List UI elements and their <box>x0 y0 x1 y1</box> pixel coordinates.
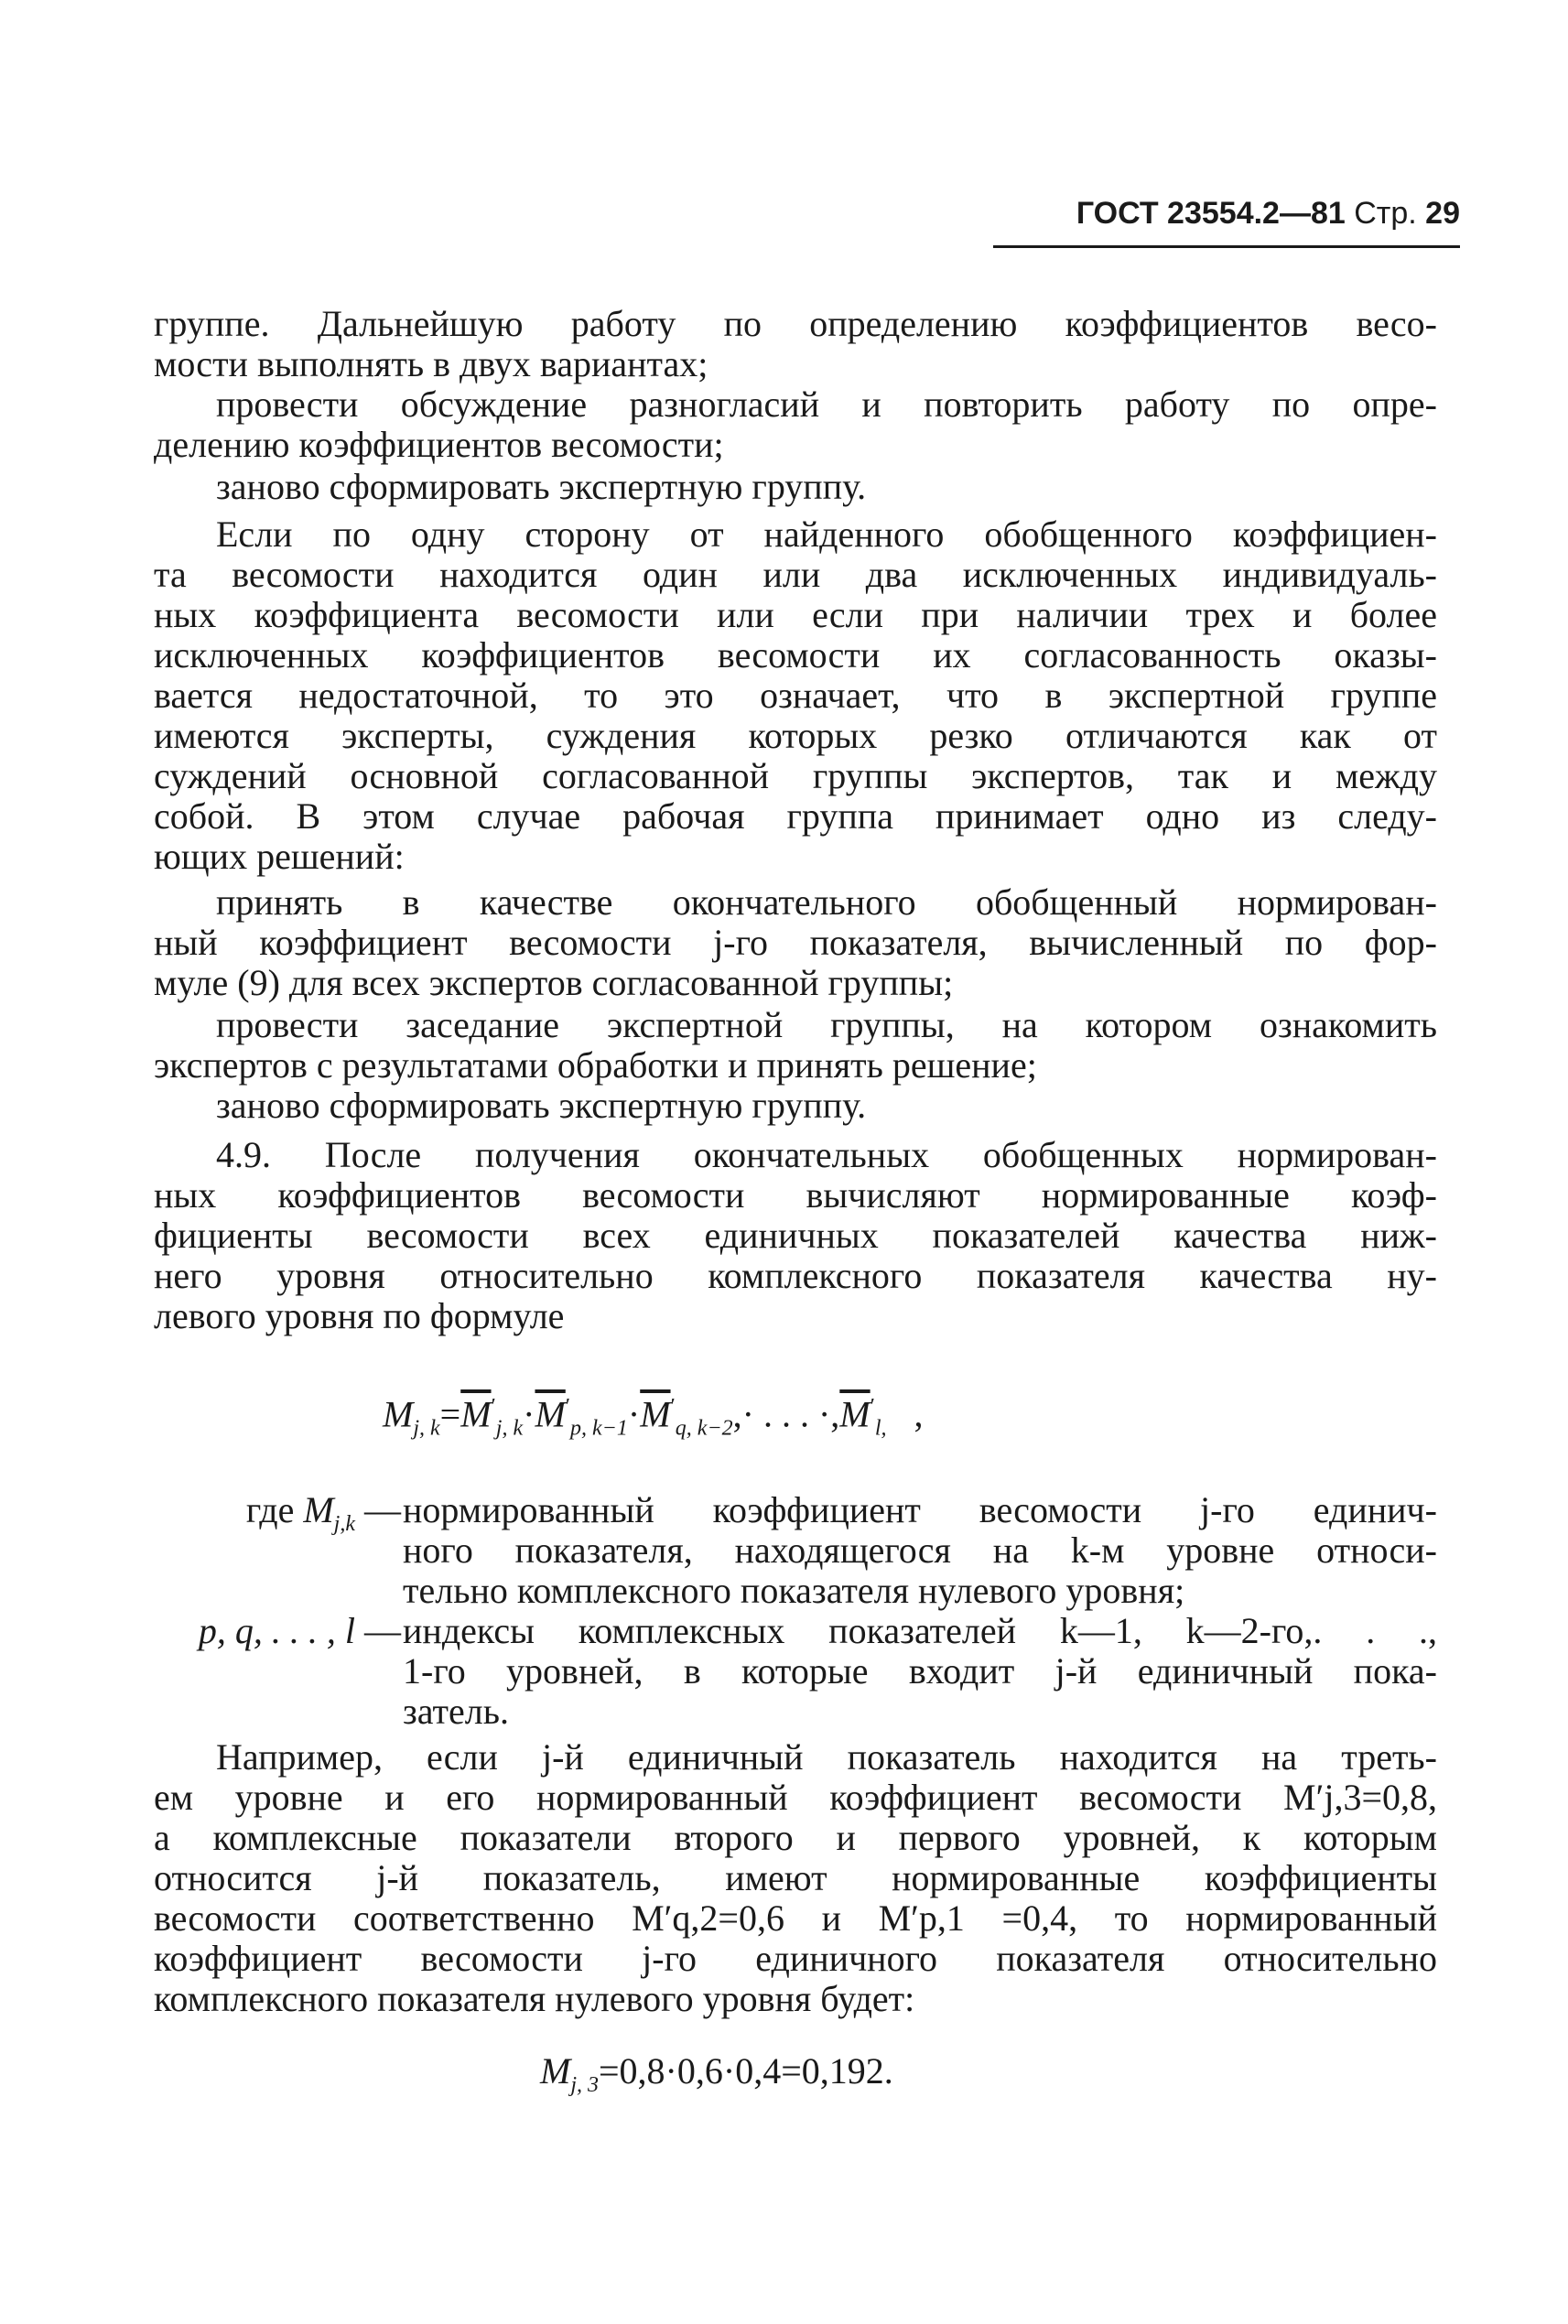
text-line: а комплексные показатели второго и первого уровней, к которым <box>154 1817 1437 1858</box>
text-line: заново сформировать экспертную группу. <box>216 466 867 507</box>
definition-prefix: где <box>245 1489 304 1530</box>
text-line: муле (9) для всех экспертов согласованной группы; <box>154 962 954 1003</box>
formula-term-1: $\overline{M}$ <box>460 1393 492 1435</box>
definition-dash: — <box>355 1610 401 1651</box>
formula-term-4-prime: ′ <box>870 1395 875 1419</box>
text-line: группе. Дальнейшую работу по определению коэффициентов весо- <box>154 303 1437 344</box>
text-line: провести обсуждение разногласий и повторить работу по опре- <box>216 384 1437 425</box>
formula-ellipsis: ,· . . . ·, <box>732 1393 840 1435</box>
definition-body <box>403 1490 1437 1611</box>
text-line: ный коэффициент весомости j-го показателя, вычисленный по фор- <box>154 922 1437 963</box>
definition-symbol-sub: j,k <box>333 1512 355 1536</box>
formula-tail: , <box>914 1393 924 1435</box>
text-line: коэффициент весомости j-го единичного показателя относительно <box>154 1938 1437 1979</box>
page-header <box>993 190 1460 248</box>
text-line: Например, если j-й единичный показатель находится на треть- <box>216 1736 1437 1778</box>
definition-body <box>403 1611 1437 1732</box>
paragraph-decision-2 <box>154 1005 1437 1086</box>
definition-row <box>154 1611 1437 1732</box>
formula2-rhs: =0,8·0,6·0,4=0,192. <box>599 2050 893 2092</box>
text-line: левого уровня по формуле <box>154 1295 565 1336</box>
formula-weight-product <box>383 1384 924 1451</box>
formula2-lhs-sub: j, 3 <box>570 2073 599 2097</box>
paragraph-conditions <box>154 514 1437 877</box>
paragraph-decision-3 <box>154 1086 1437 1126</box>
text-line: ем уровне и его нормированный коэффициент весомости M′j,3=0,8, <box>154 1777 1437 1818</box>
paragraph-continuation <box>154 304 1437 384</box>
text-line: заново сформировать экспертную группу. <box>216 1085 867 1126</box>
formula-eq: = <box>439 1393 461 1435</box>
paragraph-option-2 <box>154 467 1437 507</box>
text-line: индексы комплексных показателей k—1, k—2-го,. . ., <box>403 1610 1437 1651</box>
formula-term-1-prime: ′ <box>491 1395 496 1419</box>
definition-row <box>154 1490 1437 1611</box>
text-line: собой. В этом случае рабочая группа принимает одно из следу- <box>154 795 1437 837</box>
text-line: ющих решений: <box>154 836 405 877</box>
text-line: 4.9. После получения окончательных обобщенных нормирован- <box>216 1134 1437 1175</box>
definition-symbol: M <box>303 1489 334 1530</box>
text-line: него уровня относительно комплексного показателя качества ну- <box>154 1255 1437 1296</box>
text-line: нормированный коэффициент весомости j-го единич- <box>403 1489 1437 1530</box>
text-line: затель. <box>403 1691 509 1732</box>
definition-dash: — <box>355 1489 401 1530</box>
definitions-list <box>154 1490 1437 1732</box>
formula-term-2-prime: ′ <box>565 1395 571 1419</box>
text-line: комплексного показателя нулевого уровня будет: <box>154 1978 915 2019</box>
formula-term-3-prime: ′ <box>670 1395 676 1419</box>
definition-term <box>154 1490 401 1544</box>
paragraph-example <box>154 1737 1437 2019</box>
formula-term-3: $\overline{M}$ <box>640 1393 671 1435</box>
text-line: исключенных коэффициентов весомости их согласованность оказы- <box>154 634 1437 676</box>
text-line: фициенты весомости всех единичных показателей качества ниж- <box>154 1215 1437 1256</box>
paragraph-section-4-9 <box>154 1135 1437 1336</box>
text-line: вается недостаточной, то это означает, что в экспертной группе <box>154 675 1437 716</box>
text-line: относится j-й показатель, имеют нормированные коэффициенты <box>154 1857 1437 1898</box>
text-line: делению коэффициентов весомости; <box>154 424 724 465</box>
text-line: провести заседание экспертной группы, на котором ознакомить <box>216 1004 1437 1045</box>
text-line: экспертов с результатами обработки и принять решение; <box>154 1044 1037 1086</box>
formula-term-2-sub: p, k−1 <box>570 1416 628 1441</box>
text-line: та весомости находится один или два исключенных индивидуаль- <box>154 554 1437 595</box>
formula-term-3-sub: q, k−2 <box>675 1416 733 1441</box>
formula-lhs-sub: j, k <box>413 1416 440 1441</box>
text-line: тельно комплексного показателя нулевого уровня; <box>403 1570 1185 1611</box>
definition-symbol: p, q, . . . , l <box>198 1610 355 1651</box>
formula-term-2: $\overline{M}$ <box>535 1393 566 1435</box>
definition-term <box>154 1611 401 1651</box>
paragraph-option-1 <box>154 384 1437 465</box>
page-number: 29 <box>1425 196 1460 231</box>
text-line: ного показателя, находящегося на k-м уровне относи- <box>403 1530 1437 1571</box>
text-line: мости выполнять в двух вариантах; <box>154 343 708 384</box>
text-line: Если по одну сторону от найденного обобщенного коэффициен- <box>216 513 1437 555</box>
formula-example-result <box>540 2048 893 2108</box>
formula-lhs: M <box>383 1393 414 1435</box>
formula-term-1-sub: j, k <box>495 1416 524 1441</box>
paragraph-decision-1 <box>154 882 1437 1003</box>
formula2-lhs: M <box>540 2050 571 2092</box>
text-line: весомости соответственно M′q,2=0,6 и M′p,1 =0,4, то нормированный <box>154 1897 1437 1939</box>
formula-dot: · <box>627 1393 641 1435</box>
page-label: Стр. <box>1354 196 1417 231</box>
text-line: 1-го уровней, в которые входит j-й единичный пока- <box>403 1650 1437 1692</box>
standard-number: ГОСТ 23554.2—81 <box>1076 196 1346 231</box>
text-line: суждений основной согласованной группы экспертов, так и между <box>154 755 1437 796</box>
formula-dot: · <box>523 1393 535 1435</box>
text-line: принять в качестве окончательного обобщенный нормирован- <box>216 881 1437 923</box>
formula-term-4: $\overline{M}$ <box>839 1393 871 1435</box>
text-line: ных коэффициентов весомости вычисляют нормированные коэф- <box>154 1174 1437 1216</box>
formula-term-4-sub: l, <box>874 1416 887 1441</box>
text-line: ных коэффициента весомости или если при наличии трех и более <box>154 594 1437 635</box>
text-line: имеются эксперты, суждения которых резко отличаются как от <box>154 715 1437 756</box>
